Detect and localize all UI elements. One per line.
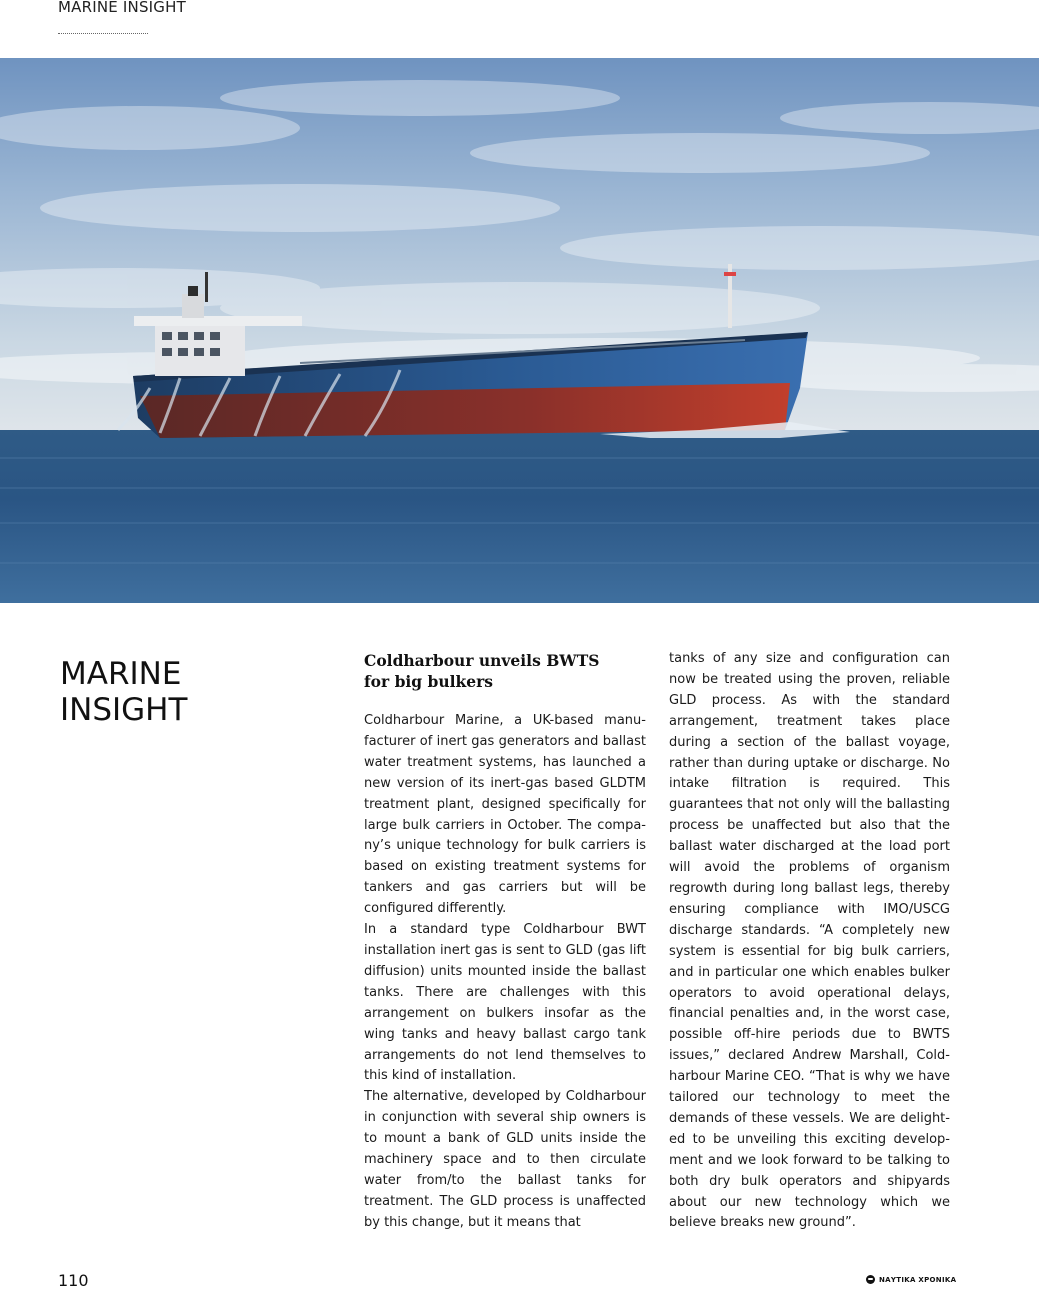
page-number: 110 (58, 1271, 89, 1290)
header-dotted-rule (58, 33, 148, 34)
article-paragraph: The alternative, developed by Coldharbour in conjunction with several ship owners is to mount a bank of GLD units inside the machinery space and to then circulate water from/to the ballast tanks for treatment. The GLD process is unaffected by this change, but it means that (364, 1089, 646, 1230)
section-title-line-1: MARINE (60, 656, 182, 692)
section-title-line-2: INSIGHT (60, 692, 188, 728)
article-paragraph: In a standard type Coldharbour BWT installation inert gas is sent to GLD (gas lift diffusion) units mounted inside the ballast tanks. There are challenges with this arrangement on bulkers insofar as the wing tanks and heavy ballast cargo tank arrangements do not lend themselves to this kind of installation. (364, 922, 646, 1084)
publisher-name: ΝΑΥΤΙΚΑ ΧΡΟΝΙΚΑ (879, 1275, 957, 1284)
article-headline-line-1: Coldharbour unveils BWTS (364, 651, 600, 670)
article-paragraph: tanks of any size and configuration can now be treated using the proven, reliable GLD process. As with the standard arrangement, treatment takes place during a section of the ballast voyage, rather than during uptake or discharge. No intake filtration is required. This guarantees that not only will the ballasting process be unaffected but also that the ballast water discharged at the load port will avoid the problems of organism regrowth during long ballast legs, thereby ensuring compliance with IMO/USCG discharge standards. “A completely new system is essential for big bulk carriers, and in particular one which enables bulker operators to avoid operational delays, financial penalties and, in the worst case, possible off-hire periods due to BWTS issues,” declared Andrew Marshall, Coldharbour Marine CEO. “That is why we have tailored our technology to meet the demands of these vessels. We are delighted to be unveiling this exciting development and we look forward to be talking to both dry bulk operators and shipyards about our new technology which we believe breaks new ground”. (669, 651, 950, 1231)
article-column-1 (364, 711, 646, 1234)
bulk-carrier-photo (0, 58, 1039, 603)
article-paragraph: Coldharbour Marine, a UK-based manufacturer of inert gas generators and ballast water treatment systems, has launched a new version of its inert-gas based GLDTM treatment plant, designed specifically for large bulk carriers in October. The company’s unique technology for bulk carriers is based on existing treatment systems for tankers and gas carriers but will be configured differently. (364, 713, 646, 917)
article-headline-line-2: for big bulkers (364, 672, 494, 691)
article-headline (364, 650, 649, 692)
running-header-title: MARINE INSIGHT (58, 0, 186, 16)
article-column-2 (669, 649, 950, 1234)
publisher-mark (866, 1275, 956, 1284)
section-title (60, 656, 187, 728)
publisher-logo-icon (866, 1275, 875, 1284)
